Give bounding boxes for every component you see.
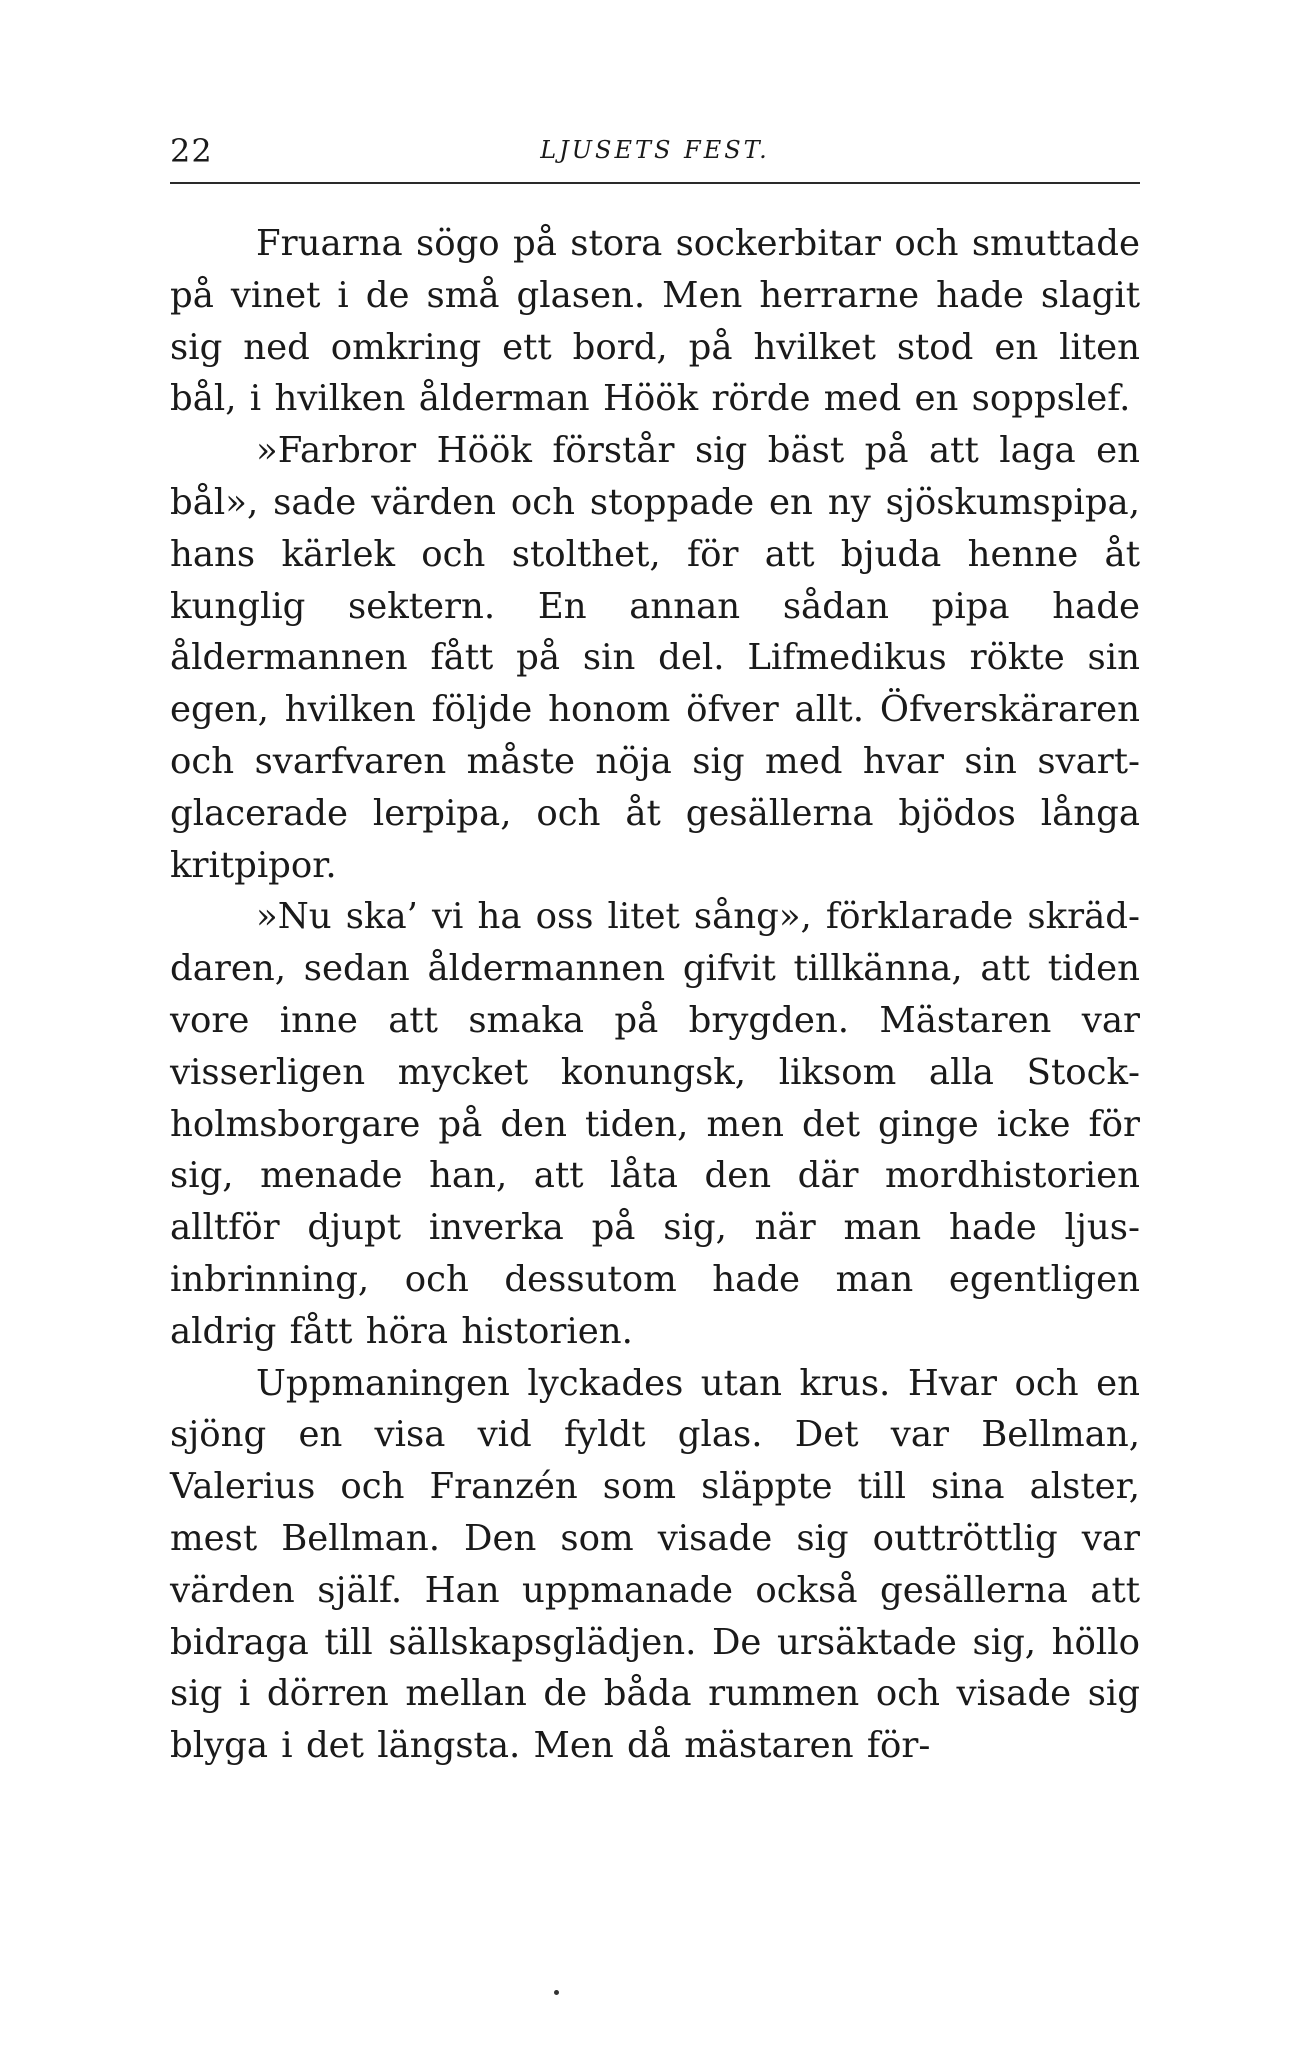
paragraph: »Farbror Höök förstår sig bäst på att laga en bål», sade värden och stoppade en ny sjöskumspipa, hans kärlek och stolthet, för att bjuda henne åt kunglig sektern. En annan sådan pipa hade åldermannen fått på sin del. Lifmedikus rökte sin egen, hvilken följde honom öfver allt. Öfverskäraren och svarfvaren måste nöja sig med hvar sin svartglacerade lerpipa, och åt gesällerna bjödos långa kritpipor. [170, 430, 1140, 886]
ink-speck [554, 1990, 559, 1995]
paragraph: »Nu ska’ vi ha oss litet sång», förklarade skräddaren, sedan åldermannen gifvit tillkänna, att tiden vore inne att smaka på brygden. Mästaren var visserligen mycket konungsk, liksom alla Stockholmsborgare på den tiden, men det ginge icke för sig, menade han, att låta den där mordhistorien alltför djupt inverka på sig, när man hade ljusinbrinning, och dessutom hade man egentligen aldrig fått höra historien. [170, 896, 1140, 1352]
running-head [170, 128, 1140, 174]
paragraph: Fruarna sögo på stora sockerbitar och smuttade på vinet i de små glasen. Men herrarne hade slagit sig ned omkring ett bord, på hvilket stod en liten bål, i hvilken ålderman Höök rörde med en soppslef. [170, 223, 1140, 420]
paragraph: Uppmaningen lyckades utan krus. Hvar och en sjöng en visa vid fyldt glas. Det var Bellman, Valerius och Franzén som släppte till sina alster, mest Bellman. Den som visade sig outtröttlig var värden själf. Han uppmanade också gesällerna att bidraga till sällskapsglädjen. De ursäktade sig, höllo sig i dörren mellan de båda rummen och visade sig blyga i det längsta. Men då mästaren för- [170, 1362, 1140, 1767]
header-rule [170, 182, 1140, 184]
body-text [170, 218, 1140, 1772]
page-number: 22 [170, 132, 213, 170]
running-title: LJUSETS FEST. [540, 136, 770, 164]
